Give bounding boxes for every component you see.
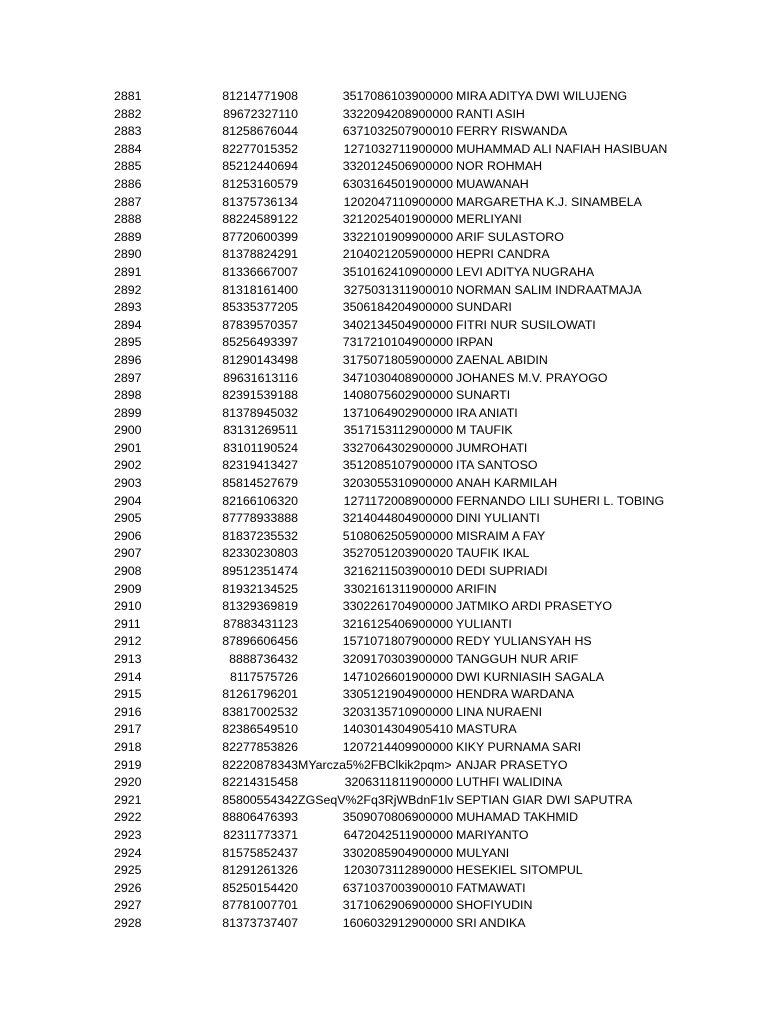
nik-cell: 5108062505900000: [342, 528, 453, 543]
row-number-cell: 2894: [114, 317, 142, 332]
phone-cell: 81373737407: [222, 915, 298, 930]
table-row: [0, 387, 768, 405]
phone-cell: 89631613116: [223, 370, 298, 385]
row-number-cell: 2907: [114, 546, 142, 561]
row-number-cell: 2892: [114, 282, 142, 297]
table-row: [0, 158, 768, 176]
name-cell: MUHAMAD TAKHMID: [456, 810, 579, 825]
nik-cell: 3510162410900000: [342, 264, 453, 279]
row-number-cell: 2891: [114, 264, 142, 279]
row-number-cell: 2912: [114, 634, 142, 649]
name-cell: SRI ANDIKA: [456, 915, 526, 930]
row-number-cell: 2908: [114, 564, 142, 579]
nik-cell: 1408075602900000: [342, 388, 453, 403]
nik-cell: ZGSeqV%2Fq3RjWBdnF1lv: [298, 792, 454, 807]
name-cell: TAUFIK IKAL: [456, 546, 530, 561]
row-number-cell: 2885: [114, 159, 142, 174]
nik-cell: 3302261704900000: [342, 599, 453, 614]
name-cell: MERLIYANI: [456, 212, 522, 227]
row-number-cell: 2913: [114, 652, 142, 666]
nik-cell: 3275031311900010: [343, 282, 453, 297]
name-cell: REDY YULIANSYAH HS: [456, 634, 592, 649]
phone-cell: 82166106320: [222, 493, 298, 508]
name-cell: KIKY PURNAMA SARI: [456, 739, 582, 754]
table-row: [0, 475, 768, 493]
table-row: [0, 194, 768, 212]
nik-cell: 3527051203900020: [342, 546, 453, 561]
table-row: [0, 510, 768, 528]
name-cell: MARGARETHA K.J. SINAMBELA: [456, 194, 642, 209]
phone-cell: 81258676044: [222, 124, 298, 139]
nik-cell: 3171062906900000: [342, 898, 453, 913]
phone-cell: 85212440694: [222, 159, 298, 174]
row-number-cell: 2881: [114, 89, 142, 103]
row-number-cell: 2921: [114, 792, 142, 807]
row-number-cell: 2922: [114, 810, 142, 825]
name-cell: ANAH KARMILAH: [456, 476, 558, 491]
nik-cell: 3216125406900000: [342, 616, 453, 631]
name-cell: TANGGUH NUR ARIF: [456, 652, 579, 666]
table-row: [0, 581, 768, 599]
row-number-cell: 2890: [114, 247, 142, 262]
name-cell: MASTURA: [456, 722, 517, 737]
nik-cell: 3203055310900000: [342, 476, 453, 491]
phone-cell: 83817002532: [222, 704, 298, 719]
name-cell: SUNARTI: [456, 388, 511, 403]
name-cell: FATMAWATI: [456, 880, 526, 895]
phone-cell: 81253160579: [222, 176, 298, 191]
nik-cell: 3320124506900000: [342, 159, 453, 174]
phone-cell: 82277015352: [222, 141, 298, 156]
table-row: [0, 334, 768, 352]
phone-cell: 82386549510: [222, 722, 298, 737]
row-number-cell: 2883: [114, 124, 142, 139]
table-row: [0, 704, 768, 722]
phone-cell: 85256493397: [222, 335, 298, 350]
name-cell: LEVI ADITYA NUGRAHA: [456, 264, 595, 279]
row-number-cell: 2923: [114, 827, 142, 842]
nik-cell: 3506184204900000: [342, 300, 453, 315]
table-row: [0, 686, 768, 704]
name-cell: FERNANDO LILI SUHERI L. TOBING: [456, 493, 665, 508]
name-cell: NOR ROHMAH: [456, 159, 543, 174]
row-number-cell: 2887: [114, 194, 142, 209]
phone-cell: 82277853826: [222, 739, 298, 754]
nik-cell: 1203073112890000: [343, 863, 453, 878]
phone-cell: 81291261326: [222, 863, 298, 878]
name-cell: HEPRI CANDRA: [456, 247, 550, 262]
nik-cell: 3206311811900000: [344, 775, 453, 790]
row-number-cell: 2893: [114, 300, 142, 315]
row-number-cell: 2918: [114, 739, 142, 754]
phone-cell: 81336667007: [222, 264, 298, 279]
phone-cell: 8888736432: [229, 652, 298, 666]
row-number-cell: 2924: [114, 845, 142, 860]
nik-cell: MYarcza5%2FBClkik2pqm>: [298, 757, 452, 772]
nik-cell: 1403014304905410: [342, 722, 453, 737]
nik-cell: 1371064902900000: [342, 405, 453, 420]
name-cell: MULYANI: [456, 845, 510, 860]
phone-cell: 81375736134: [222, 194, 298, 209]
name-cell: YULIANTI: [456, 616, 512, 631]
name-cell: SUNDARI: [456, 300, 512, 315]
phone-cell: 8117575726: [230, 669, 298, 684]
name-cell: MIRA ADITYA DWI WILUJENG: [456, 89, 628, 103]
row-number-cell: 2928: [114, 915, 142, 930]
nik-cell: 2104021205900000: [342, 247, 453, 262]
name-cell: NORMAN SALIM INDRAATMAJA: [456, 282, 642, 297]
row-number-cell: 2916: [114, 704, 142, 719]
name-cell: LUTHFI WALIDINA: [456, 775, 563, 790]
row-number-cell: 2896: [114, 352, 142, 367]
table-row: [0, 317, 768, 335]
table-row: [0, 422, 768, 440]
nik-cell: 3305121904900000: [342, 687, 453, 702]
nik-cell: 3517153112900000: [343, 423, 453, 438]
phone-cell: 81378824291: [222, 247, 298, 262]
row-number-cell: 2882: [114, 106, 142, 121]
table-row: [0, 141, 768, 159]
table-row: [0, 809, 768, 827]
name-cell: FERRY RISWANDA: [456, 124, 568, 139]
phone-cell: 81214771908: [222, 89, 298, 103]
name-cell: RANTI ASIH: [456, 106, 525, 121]
phone-cell: 82319413427: [222, 458, 298, 473]
table-row: [0, 176, 768, 194]
nik-cell: 3322101909900000: [342, 229, 453, 244]
name-cell: ZAENAL ABIDIN: [456, 352, 548, 367]
nik-cell: 6371032507900010: [342, 124, 453, 139]
row-number-cell: 2884: [114, 141, 142, 156]
phone-cell: 83131269511: [223, 423, 298, 438]
table-row: [0, 545, 768, 563]
phone-cell: 85250154420: [222, 880, 298, 895]
table-row: [0, 862, 768, 880]
table-row: [0, 897, 768, 915]
name-cell: ARIF SULASTORO: [456, 229, 564, 244]
row-number-cell: 2910: [114, 599, 142, 614]
table-row: [0, 440, 768, 458]
row-number-cell: 2897: [114, 370, 142, 385]
phone-cell: 82220878343: [222, 757, 298, 772]
nik-cell: 3509070806900000: [342, 810, 453, 825]
row-number-cell: 2901: [114, 440, 142, 455]
nik-cell: 1606032912900000: [342, 915, 453, 930]
name-cell: FITRI NUR SUSILOWATI: [456, 317, 596, 332]
table-row: [0, 651, 768, 669]
table-row: [0, 845, 768, 863]
phone-cell: 85800554342: [222, 792, 298, 807]
row-number-cell: 2906: [114, 528, 142, 543]
phone-cell: 88806476393: [222, 810, 298, 825]
phone-cell: 83101190524: [223, 440, 298, 455]
row-number-cell: 2917: [114, 722, 142, 737]
phone-cell: 82214315458: [222, 775, 298, 790]
row-number-cell: 2915: [114, 687, 142, 702]
row-number-cell: 2899: [114, 405, 142, 420]
nik-cell: 6371037003900010: [342, 880, 453, 895]
nik-cell: 6472042511900000: [343, 827, 453, 842]
nik-cell: 3402134504900000: [342, 317, 453, 332]
phone-cell: 87781007701: [222, 898, 298, 913]
table-row: [0, 123, 768, 141]
row-number-cell: 2927: [114, 898, 142, 913]
row-number-cell: 2902: [114, 458, 142, 473]
table-row: [0, 721, 768, 739]
table-row: [0, 370, 768, 388]
row-number-cell: 2888: [114, 212, 142, 227]
name-cell: MISRAIM A FAY: [456, 528, 546, 543]
phone-cell: 82330230803: [222, 546, 298, 561]
name-cell: SHOFIYUDIN: [456, 898, 533, 913]
name-cell: DINI YULIANTI: [456, 511, 540, 526]
nik-cell: 1271172008900000: [343, 493, 453, 508]
row-number-cell: 2919: [114, 757, 142, 772]
table-row: [0, 457, 768, 475]
nik-cell: 3209170303900000: [342, 652, 453, 666]
table-row: [0, 633, 768, 651]
phone-cell: 81329369819: [222, 599, 298, 614]
nik-cell: 1207214409900000: [342, 739, 453, 754]
row-number-cell: 2909: [114, 581, 142, 596]
nik-cell: 7317210104900000: [342, 335, 453, 350]
nik-cell: 3322094208900000: [342, 106, 453, 121]
table-row: [0, 405, 768, 423]
row-number-cell: 2900: [114, 423, 142, 438]
table-row: [0, 669, 768, 687]
table-row: [0, 211, 768, 229]
phone-cell: 81837235532: [222, 528, 298, 543]
phone-cell: 89512351474: [222, 564, 298, 579]
name-cell: HENDRA WARDANA: [456, 687, 574, 702]
row-number-cell: 2925: [114, 863, 142, 878]
table-row: [0, 774, 768, 792]
table-row: [0, 106, 768, 124]
table-row: [0, 880, 768, 898]
phone-cell: 85814527679: [222, 476, 298, 491]
name-cell: DEDI SUPRIADI: [456, 564, 548, 579]
table-row: [0, 792, 768, 810]
table-row: [0, 915, 768, 933]
table-row: [0, 229, 768, 247]
phone-cell: 87839570357: [222, 317, 298, 332]
name-cell: JOHANES M.V. PRAYOGO: [456, 370, 608, 385]
nik-cell: 1571071807900000: [342, 634, 453, 649]
table-row: [0, 616, 768, 634]
phone-cell: 82391539188: [222, 388, 298, 403]
phone-cell: 81290143498: [222, 352, 298, 367]
table-row: [0, 88, 768, 106]
row-number-cell: 2905: [114, 511, 142, 526]
nik-cell: 3214044804900000: [342, 511, 453, 526]
table-row: [0, 246, 768, 264]
nik-cell: 1271032711900000: [343, 141, 453, 156]
name-cell: ANJAR PRASETYO: [456, 757, 568, 772]
row-number-cell: 2889: [114, 229, 142, 244]
phone-cell: 88224589122: [222, 212, 298, 227]
name-cell: HESEKIEL SITOMPUL: [456, 863, 583, 878]
name-cell: DWI KURNIASIH SAGALA: [456, 669, 605, 684]
table-row: [0, 299, 768, 317]
table-row: [0, 352, 768, 370]
nik-cell: 1202047110900000: [343, 194, 453, 209]
phone-cell: 81932134525: [222, 581, 298, 596]
row-number-cell: 2898: [114, 388, 142, 403]
name-cell: JATMIKO ARDI PRASETYO: [456, 599, 613, 614]
table-row: [0, 757, 768, 775]
row-number-cell: 2903: [114, 476, 142, 491]
row-number-cell: 2895: [114, 335, 142, 350]
table-row: [0, 827, 768, 845]
nik-cell: 6303164501900000: [342, 176, 453, 191]
nik-cell: 1471026601900000: [342, 669, 453, 684]
name-cell: M TAUFIK: [456, 423, 513, 438]
row-number-cell: 2911: [114, 616, 141, 631]
nik-cell: 3471030408900000: [342, 370, 453, 385]
phone-cell: 87720600399: [222, 229, 298, 244]
phone-cell: 81318161400: [222, 282, 298, 297]
table-row: [0, 598, 768, 616]
phone-cell: 81261796201: [222, 687, 298, 702]
phone-cell: 89672327110: [223, 106, 298, 121]
name-cell: MARIYANTO: [456, 827, 529, 842]
table-row: [0, 739, 768, 757]
name-cell: ARIFIN: [456, 581, 497, 596]
name-cell: IRA ANIATI: [456, 405, 518, 420]
data-sheet: [0, 88, 768, 933]
name-cell: SEPTIAN GIAR DWI SAPUTRA: [456, 792, 633, 807]
name-cell: LINA NURAENI: [456, 704, 543, 719]
table-row: [0, 264, 768, 282]
table-row: [0, 563, 768, 581]
row-number-cell: 2886: [114, 176, 142, 191]
nik-cell: 3212025401900000: [342, 212, 453, 227]
row-number-cell: 2904: [114, 493, 142, 508]
name-cell: MUAWANAH: [456, 176, 529, 191]
row-number-cell: 2914: [114, 669, 142, 684]
phone-cell: 87883431123: [223, 616, 298, 631]
nik-cell: 3175071805900000: [342, 352, 453, 367]
phone-cell: 85335377205: [222, 300, 298, 315]
phone-cell: 87778933888: [222, 511, 298, 526]
name-cell: JUMROHATI: [456, 440, 528, 455]
table-row: [0, 528, 768, 546]
table-row: [0, 493, 768, 511]
phone-cell: 82311773371: [223, 827, 298, 842]
nik-cell: 3517086103900000: [342, 89, 453, 103]
name-cell: ITA SANTOSO: [456, 458, 538, 473]
nik-cell: 3302161311900000: [343, 581, 453, 596]
name-cell: MUHAMMAD ALI NAFIAH HASIBUAN: [456, 141, 668, 156]
phone-cell: 87896606456: [222, 634, 298, 649]
row-number-cell: 2920: [114, 775, 142, 790]
nik-cell: 3216211503900010: [343, 564, 453, 579]
name-cell: IRPAN: [456, 335, 493, 350]
nik-cell: 3302085904900000: [342, 845, 453, 860]
row-number-cell: 2926: [114, 880, 142, 895]
nik-cell: 3327064302900000: [342, 440, 453, 455]
table-row: [0, 282, 768, 300]
nik-cell: 3512085107900000: [342, 458, 453, 473]
nik-cell: 3203135710900000: [342, 704, 453, 719]
phone-cell: 81378945032: [222, 405, 298, 420]
phone-cell: 81575852437: [222, 845, 298, 860]
